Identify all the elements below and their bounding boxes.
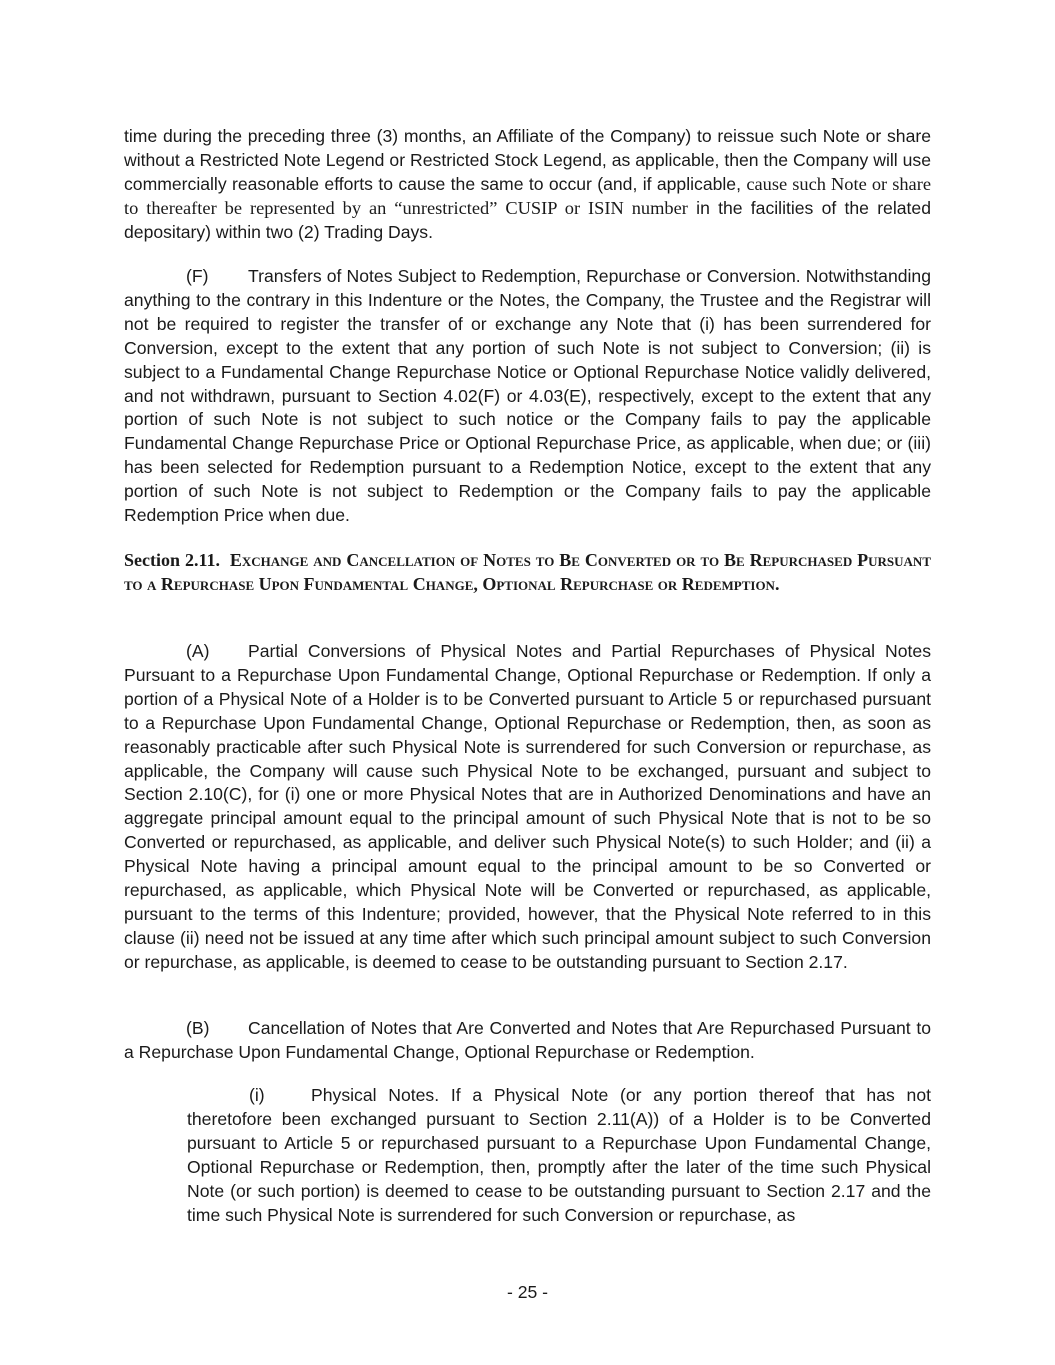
paragraph-label: (i): [249, 1085, 265, 1105]
paragraph-text: time during the preceding three (3) months, an Affiliate of the Company) to reissue such Note or share without a Restricted Note Legend or Restricted Stock Legend, as applicable, then the Company will use commercially reasonable efforts to cause the same to occur (and, if applicable,: [124, 126, 931, 194]
paragraph-label: (A): [186, 641, 210, 661]
paragraph-label: (B): [186, 1018, 210, 1038]
paragraph-b-i: [187, 1084, 931, 1227]
paragraph-text-end: in the facilities of the related depositary) within two (2) Trading Days.: [124, 197, 931, 242]
paragraph-label: (F): [186, 266, 209, 286]
section-heading: [124, 549, 931, 597]
paragraph-text: Partial Conversions of Physical Notes and Partial Repurchases of Physical Notes Pursuant to a Repurchase Upon Fundamental Change, Optional Repurchase or Redemption. If only a portion of a Physical Note of a Holder is to be Converted pursuant to Article 5 or repurchased pursuant to a Repurchase Upon Fundamental Change, Optional Repurchase or Redemption, then, as soon as reasonably practicable after such Physical Note is surrendered for such Conversion or repurchase, as applicable, the Company will cause such Physical Note to be exchanged, pursuant and subject to Section 2.10(C), for (i) one or more Physical Notes that are in Authorized Denominations and have an aggregate principal amount equal to the principal amount of such Physical Note that is not to be so Converted or repurchased, as applicable, and deliver such Physical Note(s) to such Holder; and (ii) a Physical Note having a principal amount equal to the principal amount to be so Converted or repurchased, as applicable, which Physical Note will be Converted or repurchased, as applicable, pursuant to the terms of this Indenture; provided, however, that the Physical Note referred to in this clause (ii) need not be issued at any time after which such principal amount subject to such Conversion or repurchase, as applicable, is deemed to cease to be outstanding pursuant to Section 2.17.: [124, 641, 931, 972]
paragraph-continuation: [124, 125, 931, 245]
paragraph-text: Transfers of Notes Subject to Redemption, Repurchase or Conversion. Notwithstanding anything to the contrary in this Indenture or the Notes, the Company, the Trustee and the Registrar will not be required to register the transfer of or exchange any Note that (i) has been surrendered for Conversion, except to the extent that any portion of such Note is not subject to Conversion; (ii) is subject to a Fundamental Change Repurchase Notice or Optional Repurchase Notice validly delivered, and not withdrawn, pursuant to Section 4.02(F) or 4.03(E), respectively, except to the extent that any portion of such Note is not subject to such notice or the Company fails to pay the applicable Fundamental Change Repurchase Price or Optional Repurchase Price, as applicable, when due; or (iii) has been selected for Redemption pursuant to a Redemption Notice, except to the extent that any portion of such Note is not subject to Redemption or the Company fails to pay the applicable Redemption Price when due.: [124, 266, 931, 526]
page-number: - 25 -: [506, 1282, 549, 1302]
paragraph-f: [124, 265, 931, 528]
paragraph-text: Cancellation of Notes that Are Converted and Notes that Are Repurchased Pursuant to a Repurchase Upon Fundamental Change, Optional Repurchase or Redemption.: [124, 1018, 931, 1062]
paragraph-b: [124, 1017, 931, 1065]
paragraph-text-serif: cause such Note or share to thereafter be represented by an “unrestricted” CUSIP or ISIN number: [124, 173, 931, 218]
section-title: Exchange and Cancellation of Notes to Be Converted or to Be Repurchased Pursuant to a Repurchase Upon Fundamental Change, Optional Repurchase or Redemption.: [124, 550, 931, 594]
section-number: Section 2.11.: [124, 550, 220, 570]
paragraph-a: [124, 640, 931, 975]
paragraph-text: Physical Notes. If a Physical Note (or any portion thereof that has not theretofore been exchanged pursuant to Section 2.11(A)) of a Holder is to be Converted pursuant to Article 5 or repurchased pursuant to a Repurchase Upon Fundamental Change, Optional Repurchase or Redemption, then, promptly after the later of the time such Physical Note (or such portion) is deemed to cease to be outstanding pursuant to Section 2.17 and the time such Physical Note is surrendered for such Conversion or repurchase, as: [187, 1085, 931, 1225]
